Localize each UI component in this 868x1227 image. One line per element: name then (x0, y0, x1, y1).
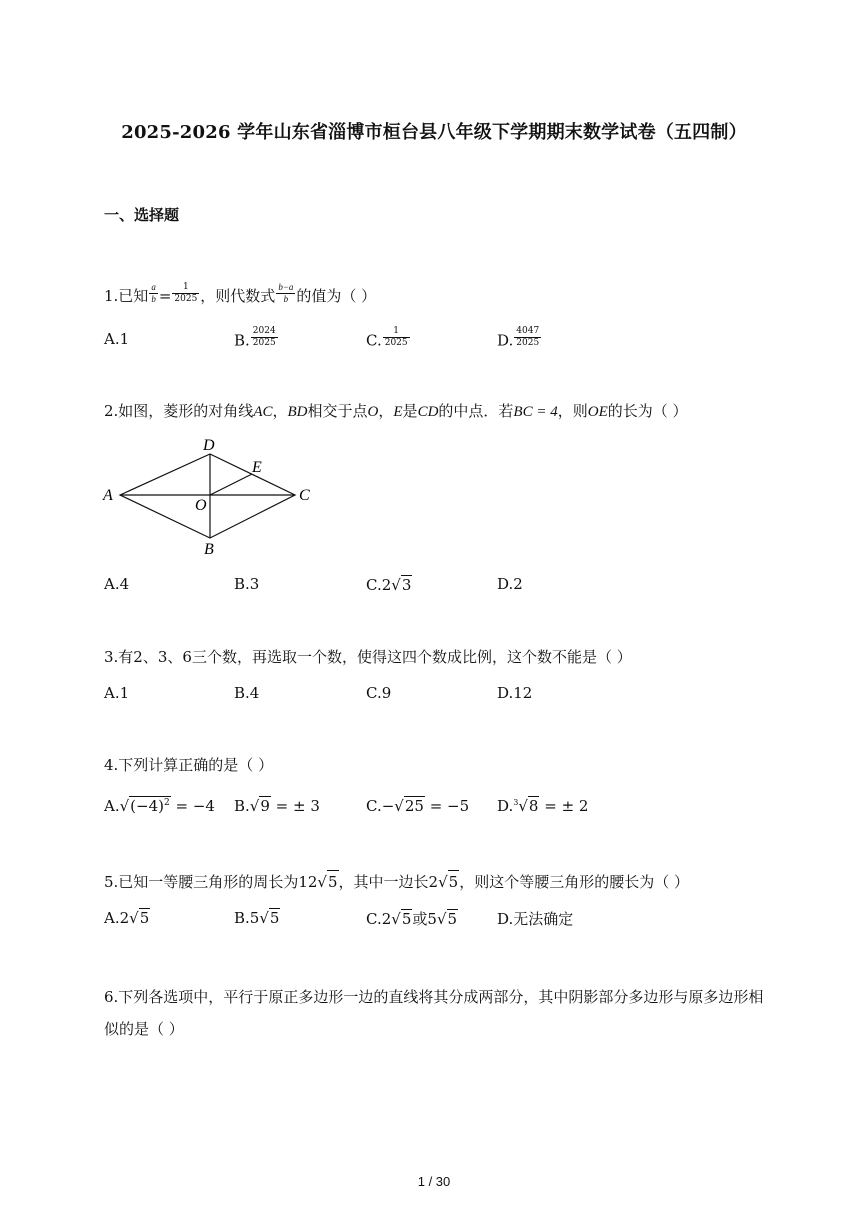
q1-options (104, 326, 764, 356)
option-c[interactable]: C.2√3 (366, 576, 412, 594)
option-d[interactable]: D.12 (497, 684, 533, 702)
label-e: E (252, 459, 262, 476)
option-c[interactable]: C.2√5或5√5 (366, 910, 458, 928)
option-a[interactable]: A.1 (104, 684, 130, 702)
question-3: 3.有2、3、6三个数，再选取一个数，使得这四个数成比例，这个数不能是（ ） (104, 648, 632, 666)
label-o: O (195, 497, 207, 514)
option-a[interactable]: $A.√(-4)^2 = -4$ (104, 797, 215, 815)
option-b[interactable]: B.3 (234, 575, 260, 593)
question-6: 6.下列各选项中，平行于原正多边形一边的直线将其分成两部分，其中阴影部分多边形与原多边形相似的是（ ） (104, 988, 764, 1038)
q5-options (104, 908, 764, 934)
option-a[interactable]: A.1 (104, 330, 130, 348)
label-c: C (299, 487, 310, 504)
page-number: 1 / 30 (417, 1174, 451, 1189)
option-b[interactable]: B. $\frac{2024}{2025}$ (234, 326, 276, 350)
option-d[interactable]: D.无法确定 (497, 910, 574, 928)
option-b[interactable]: B.√9 = ± 3 (234, 797, 320, 815)
rhombus-figure (98, 432, 328, 562)
label-b: B (204, 541, 214, 558)
option-b[interactable]: B.4 (234, 684, 260, 702)
page-title: 2025-2026 学年山东省淄博市桓台县八年级下学期期末数学试卷（五四制） (121, 122, 747, 143)
segment-oe (210, 474, 252, 495)
rhombus-outline (120, 454, 295, 538)
question-1: 1.已知 $\frac{a}{b}$ = $\frac{1}{2025}$ ，则代数式 $\frac{b-a}{b}$ 的值为（ ） (104, 281, 377, 305)
option-d[interactable]: D.$^3$√8 = ± 2 (497, 797, 589, 815)
question-5: 5.已知一等腰三角形的周长为12√5，其中一边长2√5，则这个等腰三角形的腰长为（ ） (104, 870, 689, 893)
option-c[interactable]: C.−√25 = −5 (366, 797, 470, 815)
question-2: 2.如图，菱形的对角线AC，BD相交于点O，E是CD的中点．若BC = 4，则OE的长为（ ） (104, 402, 688, 420)
q3-options (104, 684, 764, 710)
option-d[interactable]: D.2 (497, 575, 523, 593)
option-c[interactable]: C. $\frac{1}{2025}$ (366, 326, 408, 350)
fraction: $\frac{a}{b}$ (151, 281, 156, 304)
option-b[interactable]: B.5√5 (234, 909, 280, 927)
question-4: 4.下列计算正确的是（ ） (104, 756, 274, 774)
q4-options (104, 796, 764, 822)
fraction: $\frac{1}{2025}$ (174, 281, 198, 304)
section-heading: 一、选择题 (104, 206, 180, 224)
label-d: D (203, 437, 215, 454)
option-c[interactable]: C.9 (366, 684, 392, 702)
option-d[interactable]: D. $\frac{4047}{2025}$ (497, 326, 540, 350)
option-a[interactable]: A.4 (104, 575, 130, 593)
fraction: $\frac{b-a}{b}$ (278, 281, 294, 304)
option-a[interactable]: A.2√5 (104, 909, 150, 927)
label-a: A (103, 487, 113, 504)
q2-options (104, 575, 764, 601)
